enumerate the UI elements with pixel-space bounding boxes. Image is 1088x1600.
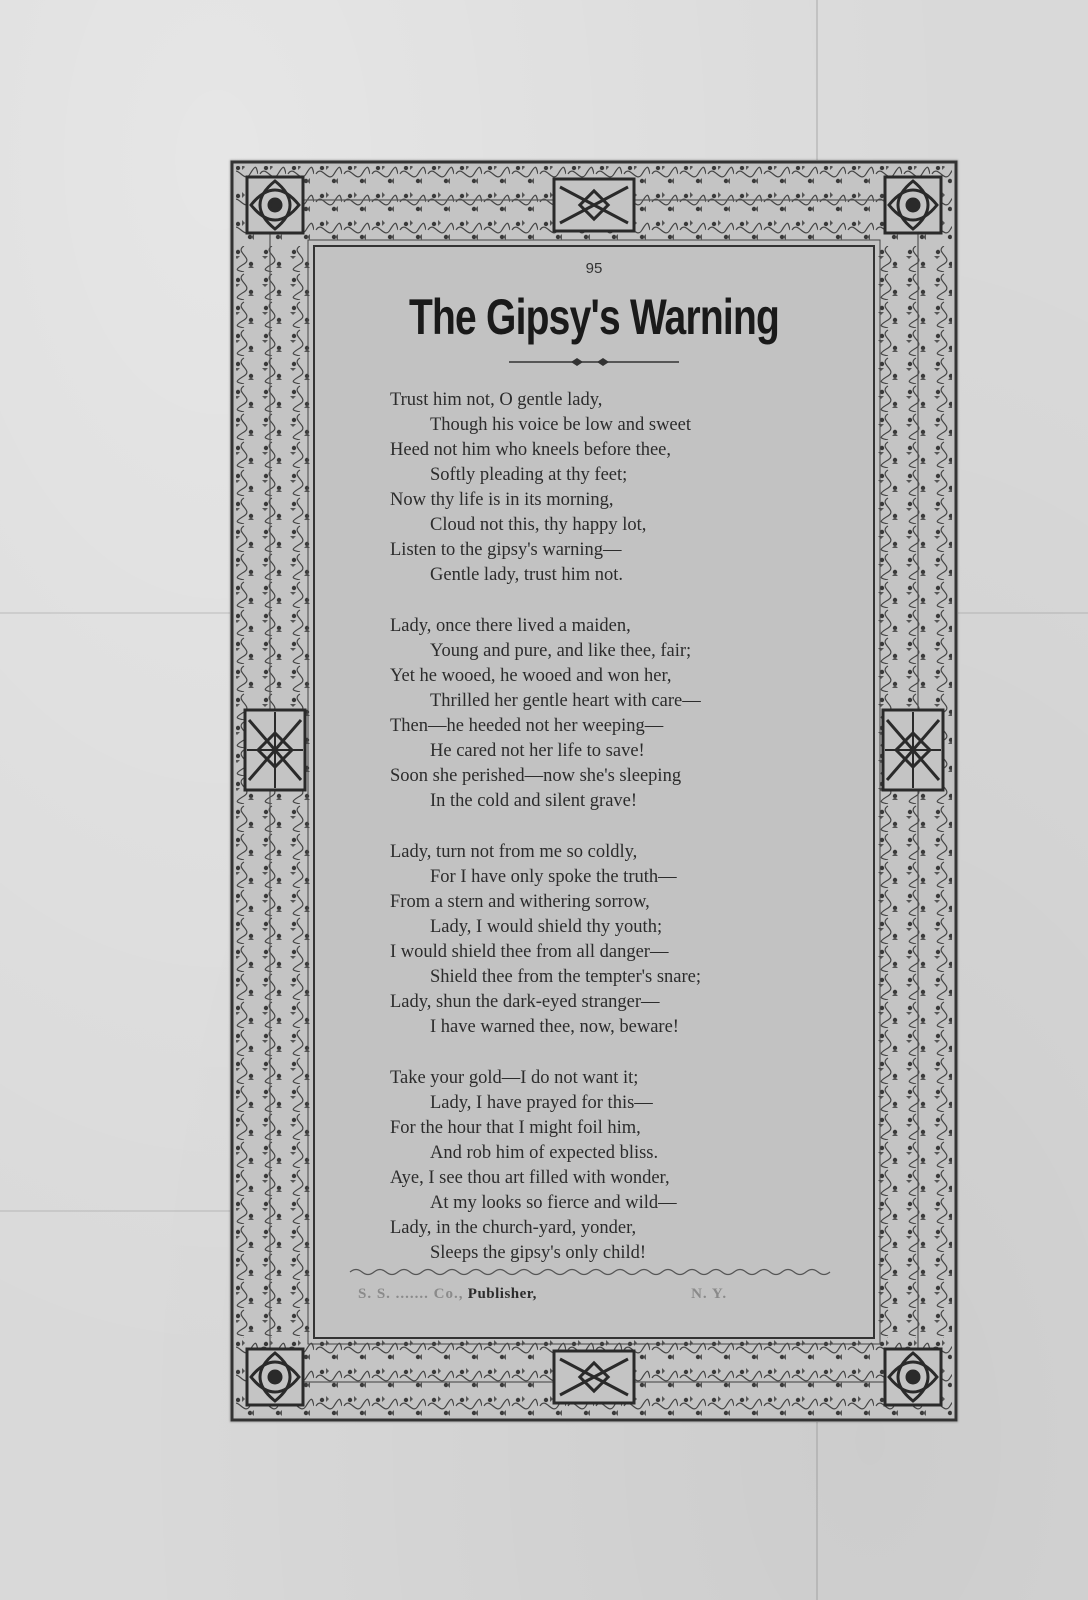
lyric-line: Cloud not this, thy happy lot, (430, 515, 647, 535)
lyric-line: Sleeps the gipsy's only child! (430, 1243, 647, 1263)
lyric-line: I have warned thee, now, beware! (430, 1017, 679, 1037)
smudged-publisher-name: S. S. ....... Co., (358, 1286, 464, 1302)
lyric-line: Lady, in the church-yard, yonder, (390, 1218, 637, 1238)
title-divider (509, 356, 679, 368)
lyric-line: Soon she perished—now she's sleeping (390, 766, 682, 786)
stanza (390, 614, 820, 814)
paper-tear (0, 1210, 250, 1212)
lyric-line: For I have only spoke the truth— (430, 867, 677, 887)
lyric-line: Aye, I see thou art filled with wonder, (390, 1168, 670, 1188)
lyric-line: At my looks so fierce and wild— (430, 1193, 677, 1213)
smudged-location: N. Y. (691, 1286, 728, 1302)
lyric-line: Softly pleading at thy feet; (430, 465, 628, 485)
lyric-line: Lady, shun the dark-eyed stranger— (390, 992, 660, 1012)
lyric-line: Trust him not, O gentle lady, (390, 390, 603, 410)
lyric-line: Shield thee from the tempter's snare; (430, 967, 701, 987)
lyric-line: Listen to the gipsy's warning— (390, 540, 622, 560)
publisher-label: Publisher, (467, 1286, 537, 1302)
lyric-line: Young and pure, and like thee, fair; (430, 641, 692, 661)
lyric-line: He cared not her life to save! (430, 741, 645, 761)
lyric-line: Lady, I have prayed for this— (430, 1093, 653, 1113)
lyric-line: Then—he heeded not her weeping— (390, 716, 664, 736)
lyric-line: Lady, I would shield thy youth; (430, 917, 663, 937)
lyric-line: Now thy life is in its morning, (390, 490, 614, 510)
lyric-line: Thrilled her gentle heart with care— (430, 691, 701, 711)
lyric-line: Take your gold—I do not want it; (390, 1068, 639, 1088)
stanza (390, 840, 820, 1040)
lyric-line: Though his voice be low and sweet (430, 415, 691, 435)
lyric-line: For the hour that I might foil him, (390, 1118, 641, 1138)
lyric-line: Yet he wooed, he wooed and won her, (390, 666, 672, 686)
lyric-line: Lady, turn not from me so coldly, (390, 842, 638, 862)
lyric-line: Lady, once there lived a maiden, (390, 616, 631, 636)
lyric-line: Heed not him who kneels before thee, (390, 440, 672, 460)
publisher-imprint (358, 1286, 727, 1303)
stanza (390, 388, 820, 588)
stanza (390, 1066, 820, 1266)
song-title: The Gipsy's Warning (408, 289, 780, 345)
lyric-line: In the cold and silent grave! (430, 791, 638, 811)
lyric-line: From a stern and withering sorrow, (390, 892, 650, 912)
lyrics (320, 388, 868, 1266)
song-sheet (230, 160, 958, 1422)
lyric-line: Gentle lady, trust him not. (430, 565, 624, 585)
lyric-line: And rob him of expected bliss. (430, 1143, 659, 1163)
page-number: 95 (585, 260, 603, 277)
lyric-line: I would shield thee from all danger— (390, 942, 669, 962)
song-content (320, 258, 868, 1318)
